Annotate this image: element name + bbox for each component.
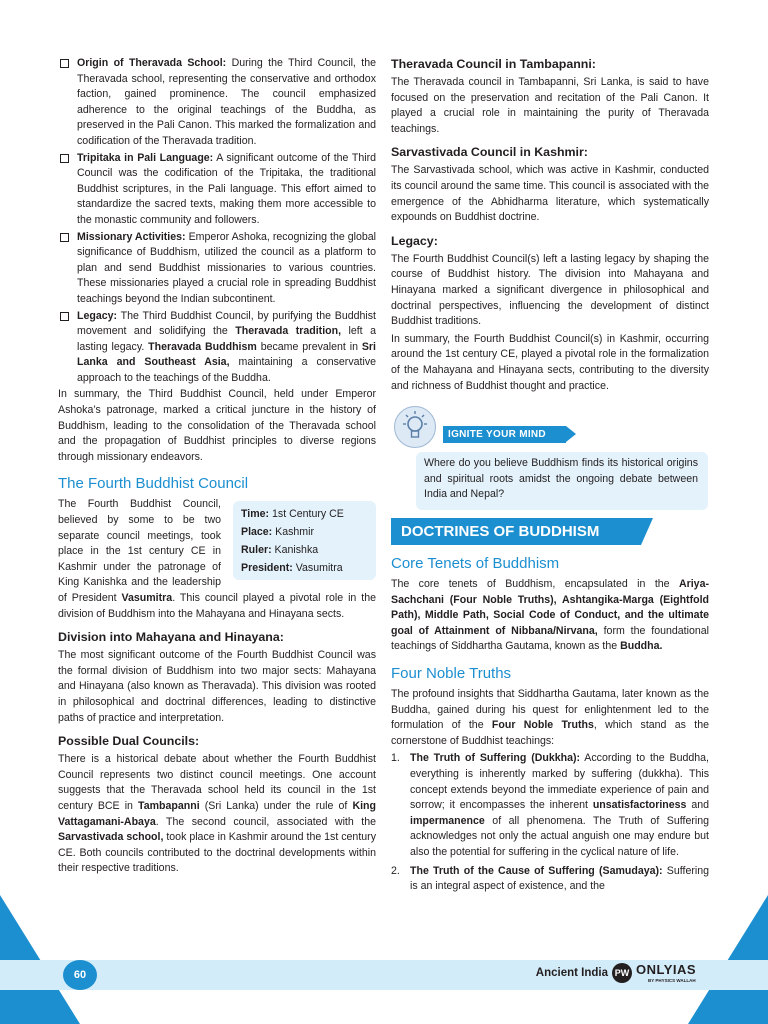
dual-councils-heading: Possible Dual Councils: — [58, 734, 200, 749]
fourth-council-section — [58, 497, 376, 622]
list-number: 2. — [391, 864, 400, 877]
lightbulb-graphic — [395, 407, 435, 447]
tambapanni-text: The Theravada council in Tambapanni, Sri Lanka, is said to have focused on the preservation and recitation of the Pali Canon. It played a crucial role in maintaining the purity of Theravada teachings. — [391, 76, 709, 135]
core-tenets-text: The core tenets of Buddhism, encapsulated in the Ariya-Sachchani (Four Noble Truths), Ashtangika-Marga (Eightfold Path), Middle Path, Social Code of Conduct, and the ultimate goal of Attainment of Nibbana/Nirvana, form the foundational teachings of Siddhartha Gautama, known as the Buddha. — [391, 578, 709, 653]
division-heading: Division into Mahayana and Hinayana: — [58, 630, 284, 645]
info-time: Time: 1st Century CE — [241, 508, 344, 521]
info-ruler: Ruler: Kanishka — [241, 544, 319, 557]
sarvastivada-text: The Sarvastivada school, which was active in Kashmir, conducted its council around the same time. This council is associated with the emergence of the Abhidharma literature, which systematically expounds on Buddhist doctrine. — [391, 164, 709, 224]
list-item: 1. The Truth of Suffering (Dukkha): According to the Buddha, everything is inherently marked by suffering (dukkha). This concept extends beyond the immediate experience of pain and sorrow; it encompasses the inherent unsatisfactoriness and impermanence of all phenomena. The Truth of Suffering acknowledges not only the actual anguish one may endure but also the potential for suffering in the cyclical nature of life. — [391, 752, 709, 858]
book-title: Ancient India — [535, 967, 608, 979]
council-info-box — [233, 501, 376, 580]
left-column — [58, 56, 376, 879]
pw-logo-icon: PW — [612, 963, 632, 983]
four-noble-truths-intro: The profound insights that Siddhartha Gautama, later known as the Buddha, gained during his quest for enlightenment led to the formulation of the Four Noble Truths, which stand as the cornerstone of Buddhist teachings: — [391, 688, 709, 747]
checkbox-bullet-icon — [60, 233, 69, 242]
ignite-question: Where do you believe Buddhism finds its historical origins and spiritual roots amidst the ongoing debate between India and Nepal? — [416, 452, 708, 510]
fourth-council-text: The Fourth Buddhist Council, believed by some to be two separate council meetings, took place in the 1st century CE in Kashmir under the patronage of King Kanishka and the leadership of President Vasumitra. This council played a pivotal role in the division of Buddhism into the Mahayana and Hinayana sects. — [58, 498, 377, 620]
legacy-text: The Fourth Buddhist Council(s) left a lasting legacy by shaping the course of Buddhist history. The division into Mahayana and Hinayana marked a significant divergence in philosophical and doctrinal perspectives, influencing the development of distinct Buddhist traditions. — [391, 252, 709, 328]
core-tenets-heading: Core Tenets of Buddhism — [391, 555, 560, 573]
doctrines-banner: DOCTRINES OF BUDDHISM — [391, 518, 641, 545]
fourth-council-heading: The Fourth Buddhist Council — [58, 475, 249, 493]
legacy-heading: Legacy: — [391, 233, 438, 248]
ignite-label: IGNITE YOUR MIND — [443, 426, 566, 443]
info-place: Place: Kashmir — [241, 526, 315, 539]
third-council-summary: In summary, the Third Buddhist Council, held under Emperor Ashoka’s patronage, marked a critical juncture in the history of Buddhism, leading to the consolidation of the Theravada school and the propagation of Buddhist principles to diverse regions through missionary endeavors. — [58, 388, 376, 463]
ignite-your-mind-box — [391, 406, 709, 506]
fourth-council-summary: In summary, the Fourth Buddhist Council(s) in Kashmir, occurring around the 1st century CE, played a pivotal role in the formalization of the Mahayana and Hinayana sects, contributing to the diversity and richness of Buddhist thought and practice. — [391, 332, 709, 392]
list-number: 1. — [391, 752, 400, 765]
checkbox-bullet-icon — [60, 312, 69, 321]
checkbox-bullet-icon — [60, 154, 69, 163]
tambapanni-heading: Theravada Council in Tambapanni: — [391, 57, 596, 71]
brand-logo-subtext: BY PHYSICS WALLAH — [648, 978, 696, 983]
division-text: The most significant outcome of the Fourth Buddhist Council was the formal division of Buddhism into two major sects: Mahayana and Hinayana (also known as Theravada). This division was rooted in philosophical and doctrinal differences, leading to distinctive paths of practice and interpretation. — [58, 649, 376, 724]
list-item: Legacy: The Third Buddhist Council, by purifying the Buddhist movement and solidifying the Theravada tradition, left a lasting legacy. Theravada Buddhism became prevalent in Sri Lanka and Southeast Asia, maintaining a conservative approach to the teachings of the Buddha. — [58, 309, 376, 387]
info-president: President: Vasumitra — [241, 562, 343, 575]
dual-councils-text: There is a historical debate about whether the Fourth Buddhist Council represents two distinct council meetings. One account suggests that the Theravada school held its council in the 1st century BCE in Tambapanni (Sri Lanka) under the rule of King Vattagamani-Abaya. The second council, associated with the Sarvastivada school, took place in Kashmir around the 1st century CE. Both councils contributed to the doctrinal developments within their respective traditions. — [58, 753, 376, 875]
brand-logo-text: ONLYIAS — [636, 962, 697, 977]
list-item: Missionary Activities: Emperor Ashoka, recognizing the global significance of Buddhism, utilized the council as a platform to plan and send Buddhist missionaries to various countries. These missionaries played a crucial role in spreading Buddhist teachings beyond the Indian subcontinent. — [58, 230, 376, 308]
page-number: 60 — [63, 960, 97, 990]
list-item: Origin of Theravada School: During the Third Council, the Theravada school, representing the conservative and orthodox faction, gained prominence. The council emphasized adherence to the original teachings of the Buddha, as preserved in the Pali Canon. This marked the formalization and codification of the Theravada tradition. — [58, 56, 376, 150]
checkbox-bullet-icon — [60, 59, 69, 68]
list-item: Tripitaka in Pali Language: A significant outcome of the Third Council was the codification of the Tripitaka, the traditional Buddhist scriptures, in the Pali language. This effort aimed to standardize the sacred texts, making them more accessible to the monastic community and followers. — [58, 151, 376, 229]
list-item: 2. The Truth of the Cause of Suffering (Samudaya): Suffering is an integral aspect of existence, and the — [391, 864, 710, 893]
right-column — [391, 56, 709, 898]
sarvastivada-heading: Sarvastivada Council in Kashmir: — [391, 145, 588, 160]
lightbulb-icon — [394, 406, 436, 448]
four-noble-truths-heading: Four Noble Truths — [391, 665, 512, 683]
